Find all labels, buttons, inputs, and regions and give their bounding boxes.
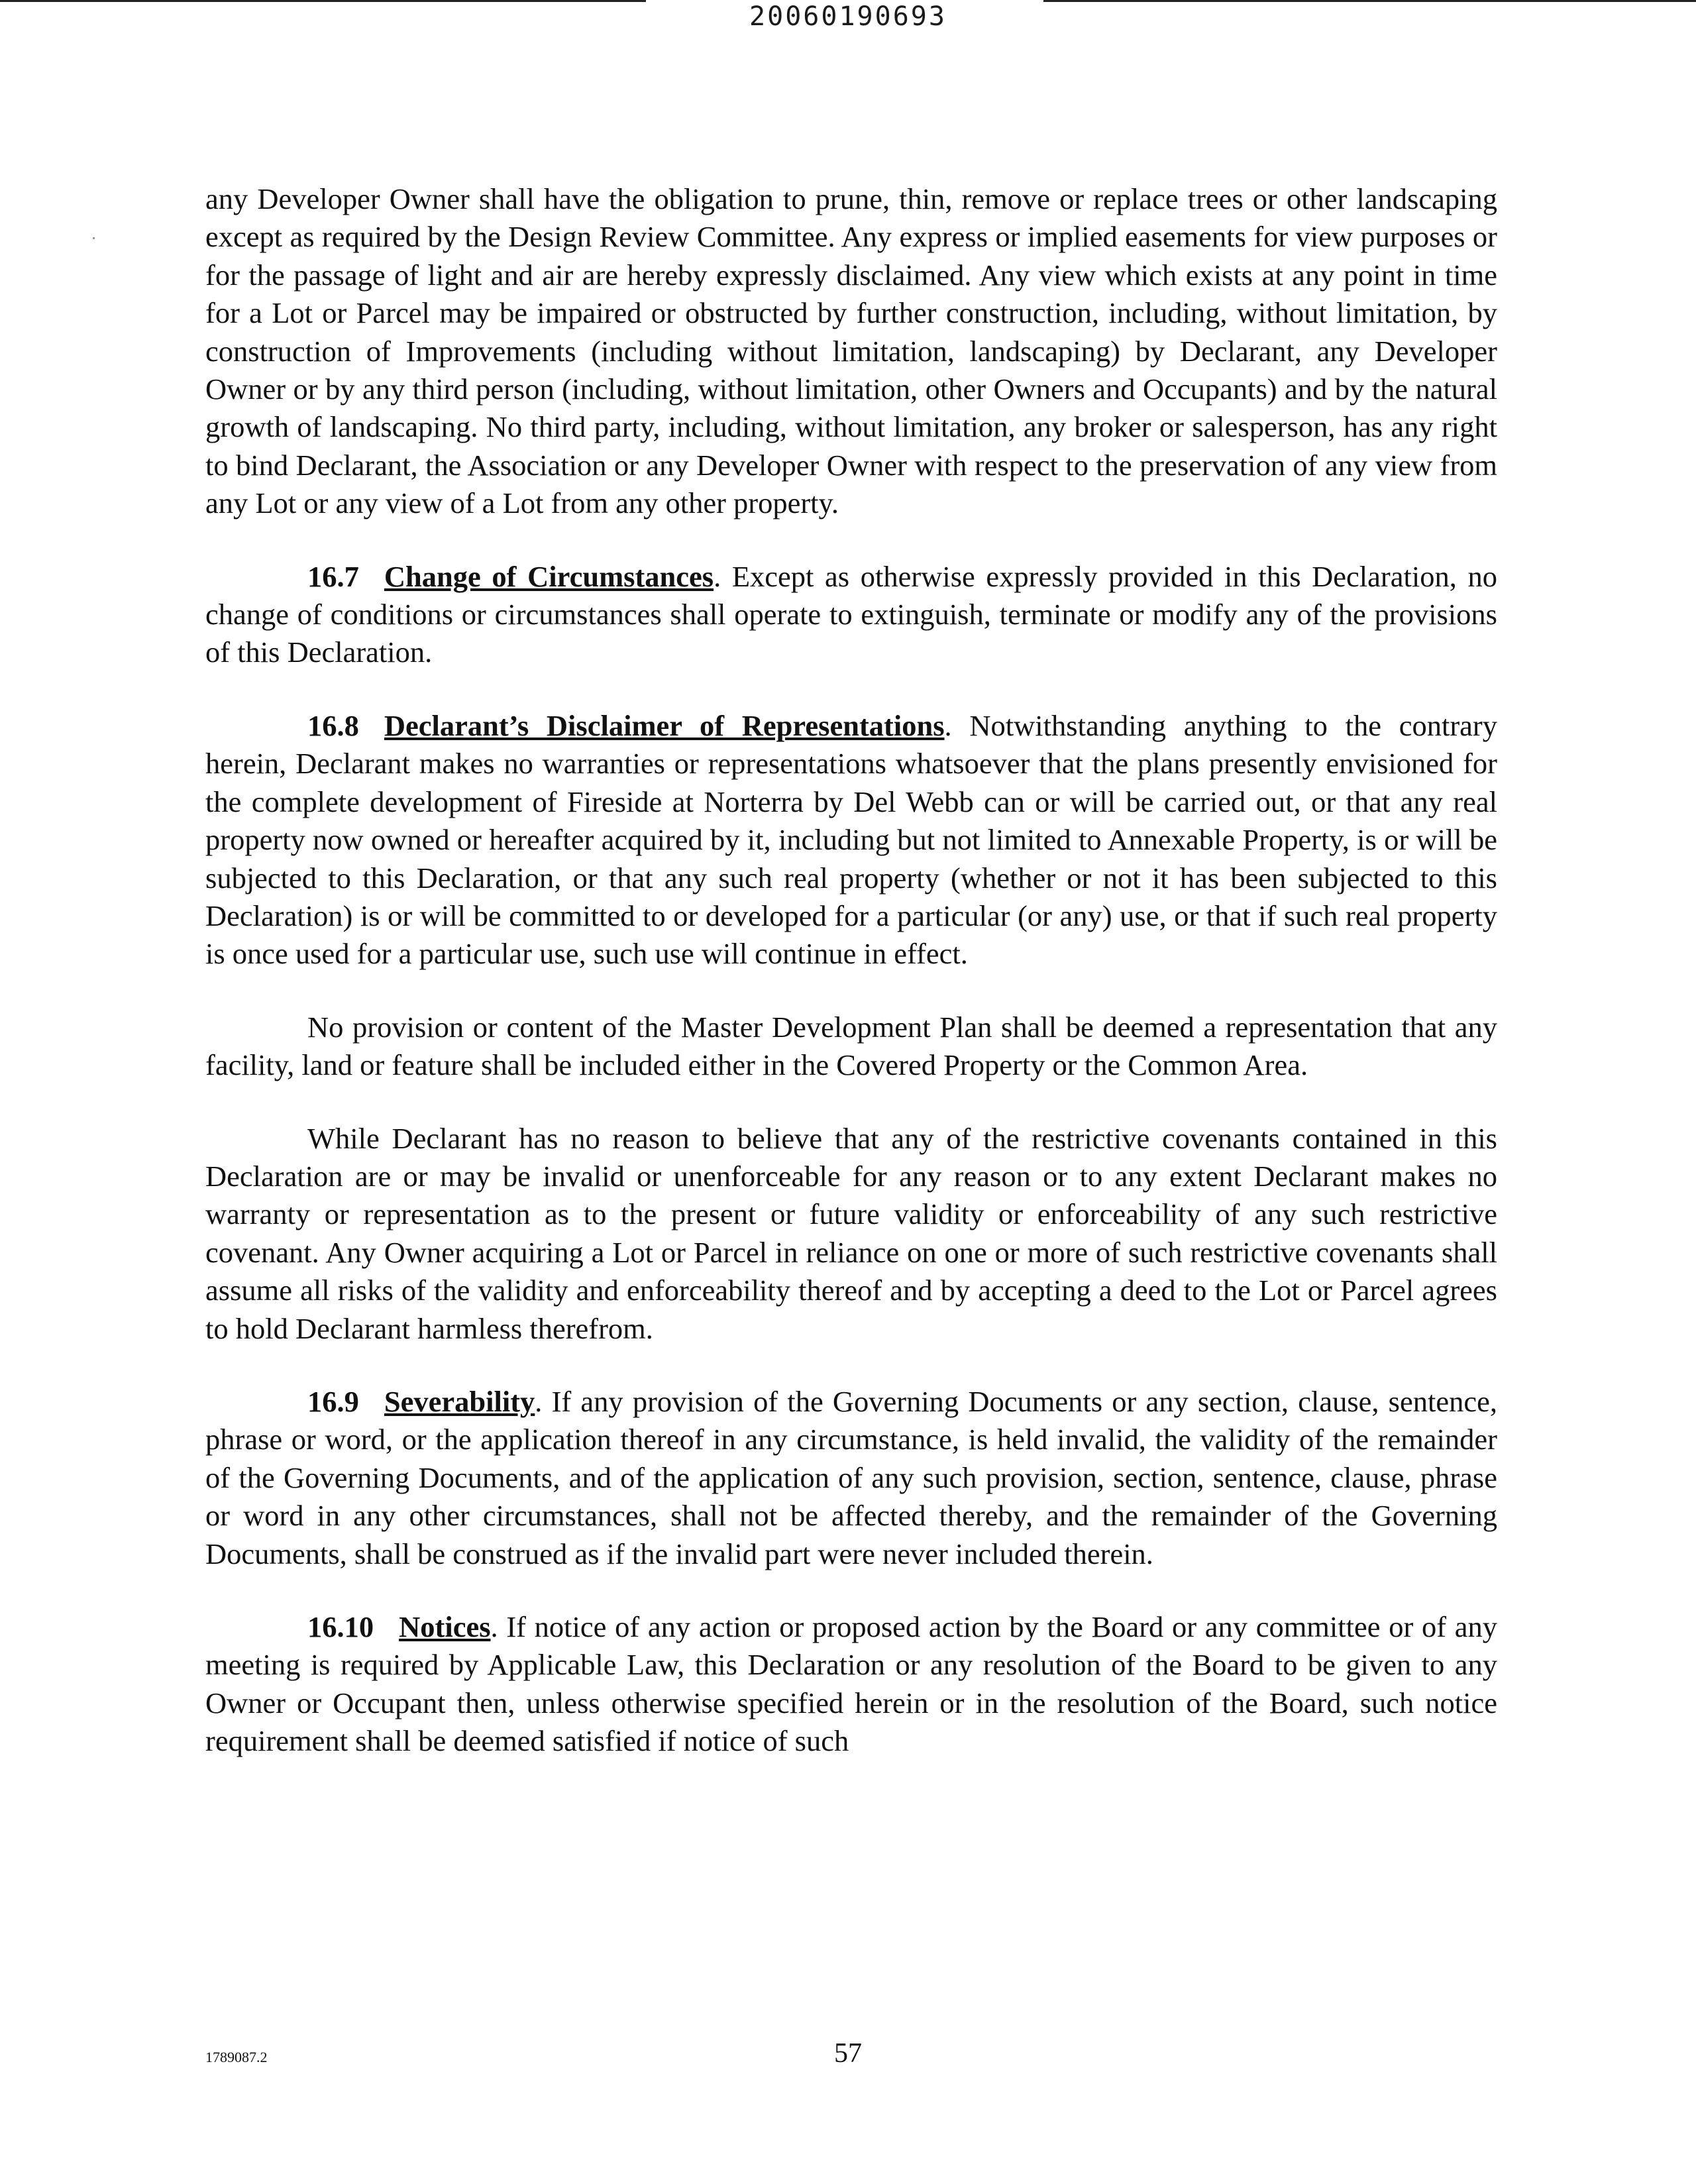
document-number: 20060190693: [749, 1, 947, 32]
body-text: [205, 180, 1497, 1796]
section-text: . Notwithstanding anything to the contrary herein, Declarant makes no warranties or representations whatsoever that the plans presently envisioned for the complete development of Fireside at Norterra by Del Webb can or will be carried out, or that any real property now owned or hereafter acquired by it, including but not limited to Annexable Property, is or will be subjected to this Declaration, or that any such real property (whether or not it has been subjected to this Declaration) is or will be committed to or developed for a particular (or any) use, or that if such real property is once used for a particular use, such use will continue in effect.: [205, 708, 1497, 971]
section-16-9: [205, 1383, 1497, 1573]
paragraph-view-easements: any Developer Owner shall have the obligation to prune, thin, remove or replace trees or other landscaping except as required by the Design Review Committee. Any express or implied easements for view purposes or for the passage of light and air are hereby expressly disclaimed. Any view which exists at any point in time for a Lot or Parcel may be impaired or obstructed by further construction, including, without limitation, by construction of Improvements (including without limitation, landscaping) by Declarant, any Developer Owner or by any third person (including, without limitation, other Owners and Occupants) and by the natural growth of landscaping. No third party, including, without limitation, any broker or salesperson, has any right to bind Declarant, the Association or any Developer Owner with respect to the preservation of any view from any Lot or any view of a Lot from any other property.: [205, 182, 1497, 520]
footer-document-id: 1789087.2: [205, 2049, 268, 2065]
section-text: . Except as otherwise expressly provided in this Declaration, no change of conditions or circumstances shall operate to extinguish, terminate or modify any of the provisions of this Declaration.: [205, 559, 1497, 669]
section-title: Notices: [399, 1610, 491, 1643]
section-title: Severability: [384, 1384, 535, 1418]
section-title: Declarant’s Disclaimer of Representations: [384, 708, 945, 742]
paragraph-restrictive-covenants: While Declarant has no reason to believe that any of the restrictive covenants contained in this Declaration are or may be invalid or unenforceable for any reason or to any extent Declarant makes no warranty or representation as to the present or future validity or enforceability of any such restrictive covenant. Any Owner acquiring a Lot or Parcel in reliance on one or more of such restrictive covenants shall assume all risks of the validity and enforceability thereof and by accepting a deed to the Lot or Parcel agrees to hold Declarant harmless therefrom.: [205, 1121, 1497, 1345]
paragraph-master-plan: No provision or content of the Master Development Plan shall be deemed a representation that any facility, land or feature shall be included either in the Covered Property or the Common Area.: [205, 1010, 1497, 1082]
section-number: 16.9: [307, 1384, 359, 1418]
section-16-10: [205, 1608, 1497, 1761]
section-number: 16.7: [307, 559, 359, 593]
section-number: 16.8: [307, 708, 359, 742]
section-number: 16.10: [307, 1610, 374, 1643]
section-16-8: [205, 707, 1497, 973]
section-title: Change of Circumstances: [384, 559, 714, 593]
section-text: . If notice of any action or proposed action by the Board or any committee or of any meeting is required by Applicable Law, this Declaration or any resolution of the Board to be given to any Owner or Occupant then, unless otherwise specified herein or in the resolution of the Board, such notice requirement shall be deemed satisfied if notice of such: [205, 1610, 1497, 1758]
margin-mark: [93, 237, 95, 239]
section-16-7: [205, 558, 1497, 672]
section-text: . If any provision of the Governing Documents or any section, clause, sentence, phrase or word, or the application thereof in any circumstance, is held invalid, the validity of the remainder of the Governing Documents, and of the application of any such provision, section, sentence, clause, phrase or word in any other circumstances, shall not be affected thereby, and the remainder of the Governing Documents, shall be construed as if the invalid part were never included therein.: [205, 1384, 1497, 1570]
page-number: 57: [834, 2038, 862, 2069]
